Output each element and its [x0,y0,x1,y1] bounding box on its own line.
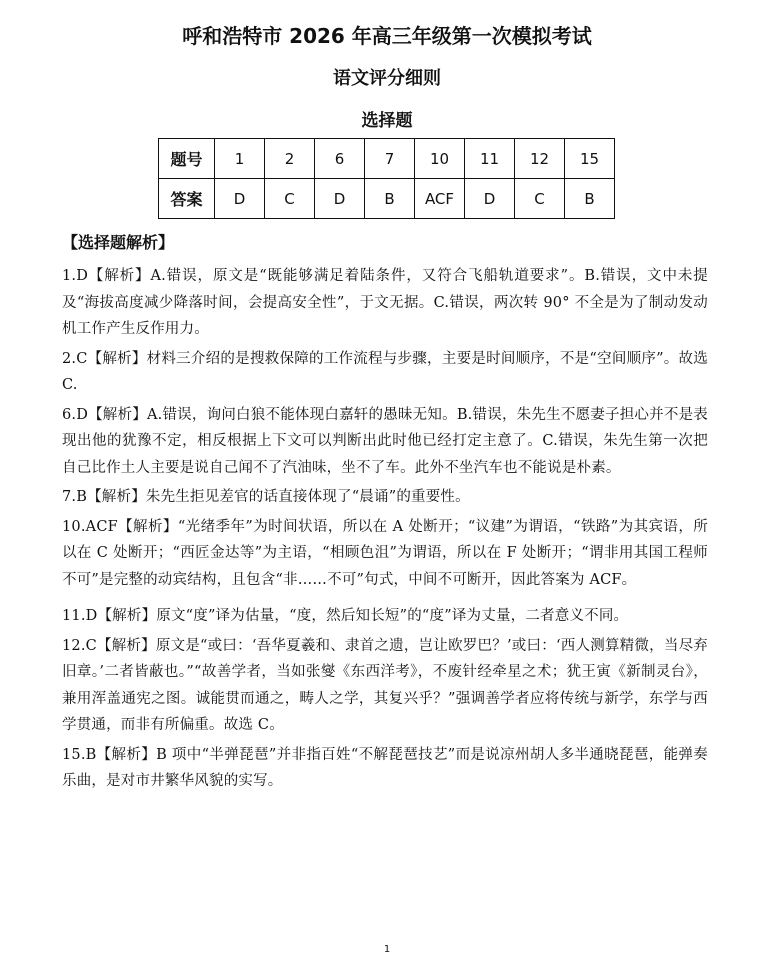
page-number: 1 [383,944,391,955]
analysis-item: 6.D【解析】A.错误，询问白狼不能体现白嘉轩的愚昧无知。B.错误，朱先生不愿妻子担心并不是表现出他的犹豫不定，相反根据上下文可以判断出此时他已经打定主意了。C.错误，朱先生第一次把自己比作土人主要是说自己闻不了汽油味，坐不了车。此外不坐汽车也不能说是朴素。 [62,406,708,476]
analysis-item: 2.C【解析】材料三介绍的是搜救保障的工作流程与步骤，主要是时间顺序，不是“空间顺序”。故选 C. [62,350,708,393]
answer-cell: D [215,179,265,219]
analysis-list [62,263,708,798]
analysis-item: 1.D【解析】A.错误，原文是“既能够满足着陆条件，又符合飞船轨道要求”。B.错误，文中未提及“海拔高度减少降落时间，会提高安全性”，于文无据。C.错误，两次转 90° 不全是为了制动发动机工作产生反作用力。 [62,268,708,337]
question-cell: 11 [465,139,515,179]
row-label-question: 题号 [159,139,215,179]
answer-cell: C [515,179,565,219]
analysis-item: 11.D【解析】原文“度”译为估量，“度，然后知长短”的“度”译为丈量，二者意义不同。 [62,608,629,624]
page-title: 呼和浩特市 2026 年高三年级第一次模拟考试 [182,24,592,48]
question-cell: 15 [565,139,615,179]
answer-table [158,138,615,219]
question-cell: 1 [215,139,265,179]
section-heading: 选择题 [361,111,413,131]
question-cell: 12 [515,139,565,179]
answer-row [159,179,615,219]
analysis-heading: 【选择题解析】 [62,233,175,252]
question-number-row [159,139,615,179]
row-label-answer: 答案 [159,179,215,219]
analysis-item: 15.B【解析】B 项中“半弹琵琶”并非指百姓“不解琵琶技艺”而是说凉州胡人多半通晓琵琶，能弹奏乐曲，是对市井繁华风貌的实写。 [62,746,708,789]
analysis-item: 12.C【解析】原文是“或曰：‘吾华夏羲和、隶首之遗，岂让欧罗巴？’或曰：‘西人测算精微，当尽弃旧章。’二者皆蔽也。”“故善学者，当如张燮《东西洋考》，不废针经牵星之术；犹王寅《新制灵台》，兼用浑盖通宪之图。诚能贯而通之，畴人之学，其复兴乎？”强调善学者应将传统与新学，东学与西学贯通，而非有所偏重。故选 C。 [62,637,708,733]
answer-cell: C [265,179,315,219]
question-cell: 10 [415,139,465,179]
page-subtitle: 语文评分细则 [333,68,441,89]
answer-cell: D [315,179,365,219]
answer-cell: B [565,179,615,219]
question-cell: 2 [265,139,315,179]
question-cell: 7 [365,139,415,179]
answer-cell: ACF [415,179,465,219]
question-cell: 6 [315,139,365,179]
answer-cell: B [365,179,415,219]
analysis-item: 7.B【解析】朱先生拒见差官的话直接体现了“晨诵”的重要性。 [62,489,470,505]
answer-cell: D [465,179,515,219]
analysis-item: 10.ACF【解析】“光绪季年”为时间状语，所以在 A 处断开；“议建”为谓语，“铁路”为其宾语，所以在 C 处断开；“西匠金达等”为主语，“相顾色沮”为谓语，所以在 F 处断开；“谓非用其国工程师不可”是完整的动宾结构，且包含“非……不可”句式，中间不可断开，因此答案为 ACF。 [62,518,708,588]
